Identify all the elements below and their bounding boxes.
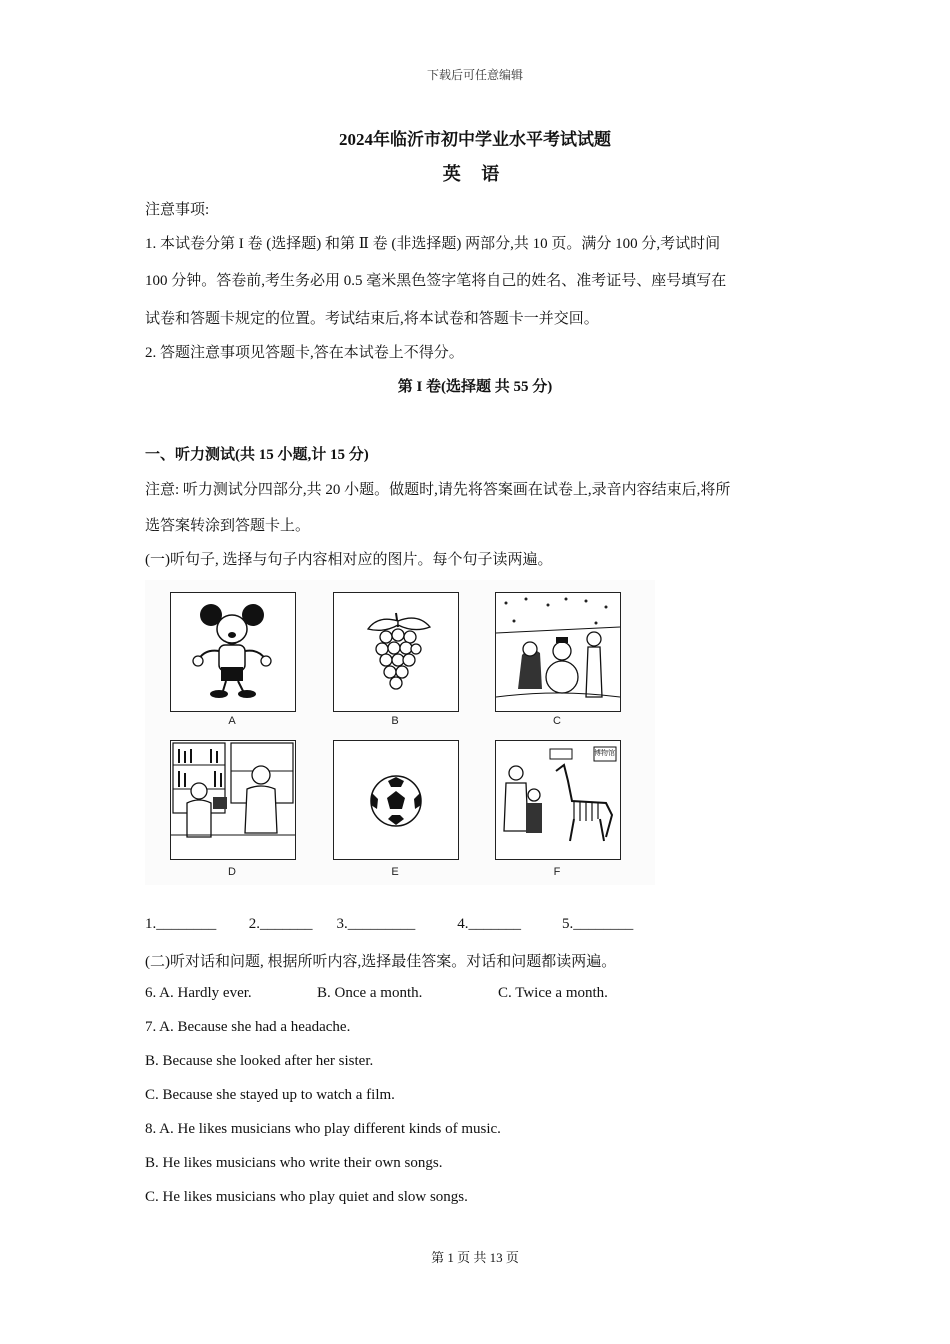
soccer-ball-icon (334, 741, 458, 859)
picture-label: D (228, 866, 236, 878)
page-footer: 第 1 页 共 13 页 (431, 1250, 519, 1265)
section1-note: 选答案转涂到答题卡上。 (145, 518, 311, 534)
picture-panel (145, 580, 655, 885)
cartoon-mouse-icon (171, 593, 295, 711)
picture-a (170, 592, 296, 712)
question-7-option: B. Because she looked after her sister. (145, 1053, 374, 1069)
museum-sign: 博物馆 (594, 749, 615, 757)
sub-instruction-2: (二)听对话和问题, 根据所听内容,选择最佳答案。对话和问题都读两遍。 (145, 954, 617, 970)
notice-line: 试卷和答题卡规定的位置。考试结束后,将本试卷和答题卡一并交回。 (145, 311, 599, 327)
picture-b (333, 592, 459, 712)
exam-title: 2024年临沂市初中学业水平考试试题 (339, 130, 611, 149)
question-7-option: 7. A. Because she had a headache. (145, 1019, 351, 1035)
answer-blank[interactable]: 4._______ (457, 916, 521, 932)
grapes-icon (334, 593, 458, 711)
question-7-option: C. Because she stayed up to watch a film. (145, 1087, 395, 1103)
answer-blanks (145, 916, 633, 933)
library-scene-icon (171, 741, 295, 859)
notice-heading: 注意事项: (145, 202, 210, 218)
notice-line: 1. 本试卷分第 I 卷 (选择题) 和第 Ⅱ 卷 (非选择题) 两部分,共 10 页。满分 100 分,考试时间 (145, 236, 721, 252)
question-6-option-b: B. Once a month. (317, 985, 423, 1001)
picture-d (170, 740, 296, 860)
notice-line: 100 分钟。答卷前,考生务必用 0.5 毫米黑色签字笔将自己的姓名、准考证号、座号填写在 (145, 273, 727, 289)
picture-e (333, 740, 459, 860)
section1-note: 注意: 听力测试分四部分,共 20 小题。做题时,请先将答案画在试卷上,录音内容结束后,将所 (145, 482, 731, 498)
picture-label: B (391, 715, 399, 727)
part1-title: 第 I 卷(选择题 共 55 分) (397, 379, 553, 395)
subject-title: 英 语 (442, 164, 508, 184)
answer-blank[interactable]: 3._________ (336, 916, 416, 932)
answer-blank[interactable]: 5.________ (562, 916, 634, 932)
picture-label: C (553, 715, 561, 727)
sub-instruction-1: (一)听句子, 选择与句子内容相对应的图片。每个句子读两遍。 (145, 552, 553, 568)
picture-f (495, 740, 621, 860)
picture-label: E (391, 866, 399, 878)
question-8-option: C. He likes musicians who play quiet and slow songs. (145, 1189, 468, 1205)
answer-blank[interactable]: 2._______ (248, 916, 313, 932)
page-header: 下载后可任意编辑 (426, 68, 523, 82)
picture-label: F (553, 866, 561, 878)
snowman-scene-icon (496, 593, 620, 711)
picture-label: A (228, 715, 236, 727)
museum-dinosaur-icon (496, 741, 620, 859)
question-8-option: 8. A. He likes musicians who play different kinds of music. (145, 1121, 501, 1137)
question-6-option-c: C. Twice a month. (498, 985, 608, 1001)
question-8-option: B. He likes musicians who write their own songs. (145, 1155, 443, 1171)
question-6-option-a: 6. A. Hardly ever. (145, 985, 252, 1001)
picture-c (495, 592, 621, 712)
notice-line: 2. 答题注意事项见答题卡,答在本试卷上不得分。 (145, 345, 464, 361)
answer-blank[interactable]: 1.________ (145, 916, 217, 932)
section1-title: 一、听力测试(共 15 小题,计 15 分) (145, 447, 369, 463)
